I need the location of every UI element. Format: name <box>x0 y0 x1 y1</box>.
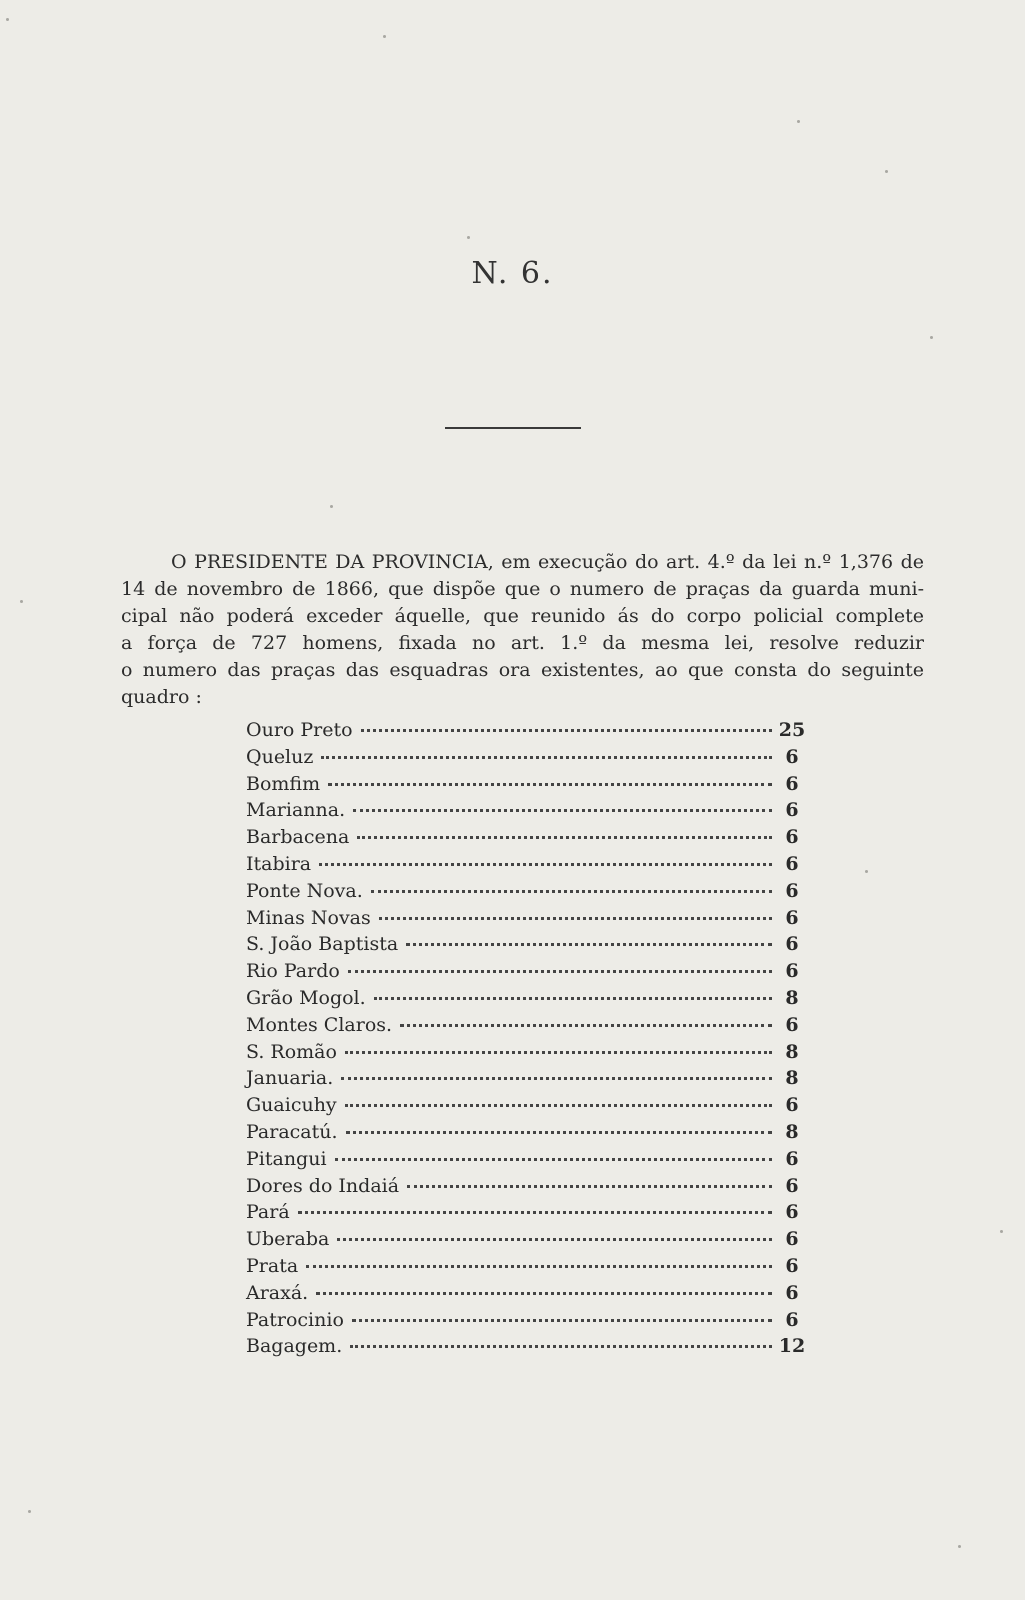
table-row <box>246 853 806 880</box>
paragraph-line: cipal não poderá exceder áquelle, que reunido ás do corpo policial complete <box>121 605 924 627</box>
dot-leader <box>346 1131 772 1134</box>
dot-leader <box>341 1077 772 1080</box>
praca-count: 6 <box>785 772 799 795</box>
dot-leader <box>379 917 772 920</box>
town-name: Prata <box>246 1254 299 1277</box>
town-name: Januaria. <box>246 1067 334 1090</box>
decree-paragraph <box>121 549 924 711</box>
dot-leader <box>350 1345 772 1348</box>
town-name: Barbacena <box>246 826 350 849</box>
dot-leader <box>316 1292 772 1295</box>
table-row <box>246 799 806 826</box>
table-row <box>246 1175 806 1202</box>
scan-speck <box>885 170 888 173</box>
paragraph-line: O PRESIDENTE DA PROVINCIA, em execução do art. 4.º da lei n.º 1,376 de <box>171 551 924 573</box>
town-name: Rio Pardo <box>246 960 340 983</box>
scan-speck <box>28 1510 31 1513</box>
town-name: S. João Baptista <box>246 933 399 956</box>
praca-count: 6 <box>785 852 799 875</box>
dot-leader <box>348 970 772 973</box>
dot-leader <box>406 943 772 946</box>
table-row <box>246 719 806 746</box>
table-row <box>246 1309 806 1336</box>
praca-count: 8 <box>785 1067 799 1090</box>
scan-speck <box>6 18 9 21</box>
town-name: Queluz <box>246 745 314 768</box>
scan-speck <box>958 1545 961 1548</box>
table-row <box>246 1148 806 1175</box>
table-row <box>246 880 806 907</box>
town-name: Montes Claros. <box>246 1013 393 1036</box>
paragraph-line: 14 de novembro de 1866, que dispõe que o numero de praças da guarda muni- <box>121 578 924 600</box>
praca-count: 6 <box>785 933 799 956</box>
table-row <box>246 1094 806 1121</box>
paragraph-line: quadro : <box>121 686 202 708</box>
scan-speck <box>1000 1230 1003 1233</box>
scan-speck <box>20 600 23 603</box>
praca-count: 6 <box>785 1228 799 1251</box>
town-name: Marianna. <box>246 799 346 822</box>
scan-speck <box>330 505 333 508</box>
town-name: Ouro Preto <box>246 719 353 741</box>
praca-count: 6 <box>785 1147 799 1170</box>
squadron-table <box>246 719 806 1362</box>
scan-speck <box>865 870 868 873</box>
town-name: Dores do Indaiá <box>246 1174 400 1197</box>
table-row <box>246 960 806 987</box>
praca-count: 6 <box>785 906 799 929</box>
table-row <box>246 1121 806 1148</box>
town-name: Bomfim <box>246 772 321 795</box>
scan-speck <box>930 336 933 339</box>
town-name: Guaicuhy <box>246 1094 337 1117</box>
document-number: N. 6. <box>471 256 554 291</box>
town-name: Pitangui <box>246 1147 327 1170</box>
table-row <box>246 746 806 773</box>
scan-speck <box>383 35 386 38</box>
table-row <box>246 1041 806 1068</box>
table-row <box>246 1255 806 1282</box>
dot-leader <box>407 1185 772 1188</box>
dot-leader <box>371 890 772 893</box>
scan-speck <box>797 120 800 123</box>
table-row <box>246 1014 806 1041</box>
dot-leader <box>319 863 772 866</box>
praca-count: 25 <box>778 719 806 741</box>
praca-count: 6 <box>785 826 799 849</box>
table-row <box>246 987 806 1014</box>
town-name: S. Romão <box>246 1040 337 1063</box>
dot-leader <box>352 1319 772 1322</box>
dot-leader <box>345 1051 772 1054</box>
town-name: Uberaba <box>246 1228 330 1251</box>
dot-leader <box>306 1265 772 1268</box>
praca-count: 6 <box>785 1174 799 1197</box>
table-row <box>246 773 806 800</box>
praca-count: 6 <box>785 1281 799 1304</box>
town-name: Ponte Nova. <box>246 879 363 902</box>
table-row <box>246 1067 806 1094</box>
praca-count: 6 <box>785 1254 799 1277</box>
town-name: Paracatú. <box>246 1120 338 1143</box>
praca-count: 6 <box>785 745 799 768</box>
dot-leader <box>361 729 772 732</box>
dot-leader <box>298 1211 772 1214</box>
dot-leader <box>328 783 772 786</box>
town-name: Minas Novas <box>246 906 371 929</box>
separator-rule <box>445 427 581 429</box>
praca-count: 6 <box>785 960 799 983</box>
praca-count: 6 <box>785 879 799 902</box>
table-row <box>246 1201 806 1228</box>
town-name: Patrocinio <box>246 1308 344 1331</box>
table-row <box>246 933 806 960</box>
praca-count: 6 <box>785 1013 799 1036</box>
praca-count: 6 <box>785 1201 799 1224</box>
table-row <box>246 1228 806 1255</box>
dot-leader <box>353 809 772 812</box>
table-row <box>246 826 806 853</box>
dot-leader <box>337 1238 772 1241</box>
dot-leader <box>335 1158 772 1161</box>
praca-count: 6 <box>785 1094 799 1117</box>
town-name: Bagagem. <box>246 1335 343 1358</box>
praca-count: 12 <box>778 1335 806 1358</box>
town-name: Pará <box>246 1201 290 1224</box>
praca-count: 8 <box>785 986 799 1009</box>
paragraph-line: a força de 727 homens, fixada no art. 1.º da mesma lei, resolve reduzir <box>121 632 924 654</box>
table-row <box>246 1335 806 1362</box>
dot-leader <box>321 756 772 759</box>
dot-leader <box>345 1104 772 1107</box>
town-name: Araxá. <box>246 1281 309 1304</box>
town-name: Itabira <box>246 852 312 875</box>
praca-count: 8 <box>785 1040 799 1063</box>
dot-leader <box>374 997 772 1000</box>
town-name: Grão Mogol. <box>246 986 366 1009</box>
dot-leader <box>357 836 772 839</box>
praca-count: 8 <box>785 1120 799 1143</box>
table-row <box>246 907 806 934</box>
scan-speck <box>467 236 470 239</box>
praca-count: 6 <box>785 1308 799 1331</box>
praca-count: 6 <box>785 799 799 822</box>
dot-leader <box>400 1024 772 1027</box>
table-row <box>246 1282 806 1309</box>
paragraph-line: o numero das praças das esquadras ora existentes, ao que consta do seguinte <box>121 659 924 681</box>
